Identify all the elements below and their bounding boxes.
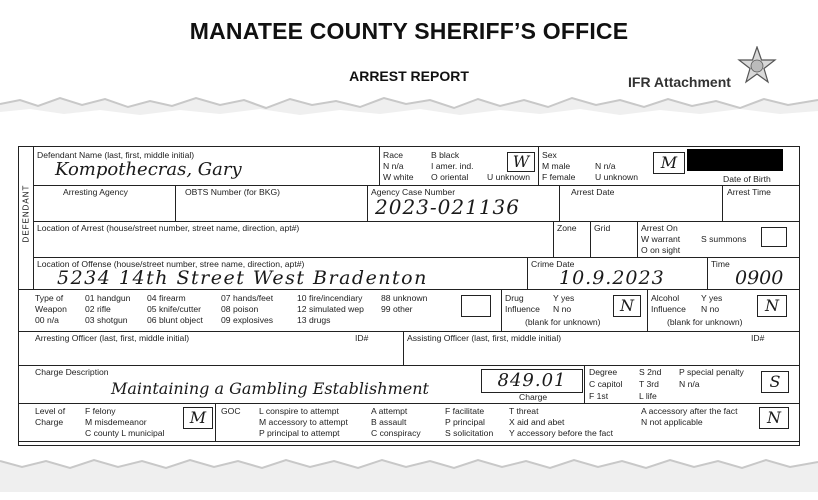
arrest-report-form: DEFENDANT Defendant Name (last, first, middle initial) Kompothecras, Gary Race N n/a W white B black I amer. ind. O oriental U unknown W Sex M male F female N n/a U unknown M Date of Birth Arresting Agency OBTS Number (for BKG) Agency Case Number 2023-021136 Arrest Date Arrest Time Location of Arrest (house/street number, street name, direction, apt#) Zone Grid Arrest On W warrant O on sight S summons Location of Offense (house/street number, stree name, direction, apt#) 5234 14th Street West Bradenton Crime Date 10.9.2023 Time 0900 Type of Weapon 00 n/a 01 handgun 02 rifle 03 shotgun 04 firearm 05 knife/cutter 06 blunt object 07 hands/feet 08 poison 09 explosives 10 fire/incendiary 12 simulated wep 13 drugs 88 unknown 99 other Drug Influence Y yes N no (blank for unknown) N Alcohol Influence Y yes N no (blank for unknown) N Arresting Officer (last, first, middle initial) ID# Assisting Officer (last, first, middle initial) ID# Charge Description Maintaining a Gambling Establishment 849.01 Charge Degree C capitol F 1st S 2nd T 3rd L life P special penalty N n/a S Level of Charge F felony M misdemeanor C county L municipal M GOC L conspire to attempt M accessory to attempt P principal to attempt A attempt B assault C conspiracy F facilitate P principal S solicitation T threat X aid and abet Y accessory before the fact A accessory after the fact N not applicable N	[18, 146, 800, 446]
time-label: Time	[711, 259, 730, 269]
sheriff-star-icon	[737, 46, 777, 86]
report-agency-title: MANATEE COUNTY SHERIFF’S OFFICE	[189, 18, 629, 44]
location-of-offense-label: Location of Offense (house/street number, stree name, direction, apt#)	[37, 259, 305, 269]
level-of-charge-value-box: M	[183, 407, 213, 429]
alcohol-label: Alcohol	[651, 293, 680, 303]
drug-influence-value-box: N	[613, 295, 641, 317]
report-subtitle: ARREST REPORT	[349, 68, 469, 84]
level-of-label: Level of	[35, 406, 66, 416]
goc-value-box: N	[759, 407, 789, 429]
crime-date-value: 10.9.2023	[559, 267, 665, 289]
charge-label: Charge	[519, 392, 548, 402]
defendant-side-label: DEFENDANT	[19, 147, 34, 289]
agency-case-number-label: Agency Case Number	[371, 187, 456, 197]
charge-number-box: 849.01	[481, 369, 583, 393]
sex-label: Sex	[542, 150, 557, 160]
weapon-label: Weapon	[35, 304, 67, 314]
degree-value-box: S	[761, 371, 789, 393]
crime-date-label: Crime Date	[531, 259, 575, 269]
location-of-offense-value: 5234 14th Street West Bradenton	[57, 267, 428, 289]
arresting-officer-label: Arresting Officer (last, first, middle initial)	[35, 333, 190, 343]
arrest-date-label: Arrest Date	[571, 187, 615, 197]
goc-label: GOC	[221, 406, 241, 416]
arrest-on-label: Arrest On	[641, 223, 678, 233]
arresting-agency-label: Arresting Agency	[63, 187, 128, 197]
defendant-name-value: Kompothecras, Gary	[55, 159, 242, 180]
assisting-officer-label: Assisting Officer (last, first, middle initial)	[407, 333, 562, 343]
race-label: Race	[383, 150, 404, 160]
charge-description-label: Charge Description	[35, 367, 109, 377]
degree-label: Degree	[589, 367, 618, 377]
arrest-time-label: Arrest Time	[727, 187, 771, 197]
agency-case-number-value: 2023-021136	[375, 195, 521, 219]
torn-edge-top	[0, 86, 818, 126]
charge-description-value: Maintaining a Gambling Establishment	[111, 379, 429, 398]
obts-number-label: OBTS Number (for BKG)	[185, 187, 281, 197]
race-value-box: W	[507, 152, 535, 172]
time-value: 0900	[735, 267, 784, 289]
weapon-value-box	[461, 295, 491, 317]
type-of-label: Type of	[35, 293, 64, 303]
redacted-dob	[687, 149, 783, 171]
grid-label: Grid	[594, 223, 611, 233]
zone-label: Zone	[557, 223, 577, 233]
arresting-officer-id-label: ID#	[355, 333, 369, 343]
level-charge-label: Charge	[35, 417, 64, 427]
drug-label: Drug	[505, 293, 524, 303]
alcohol-influence-value-box: N	[757, 295, 787, 317]
ifr-attachment-label: IFR Attachment	[628, 74, 731, 90]
assisting-officer-id-label: ID#	[751, 333, 765, 343]
location-of-arrest-label: Location of Arrest (house/street number, street name, direction, apt#)	[37, 223, 300, 233]
sex-value-box: M	[653, 152, 685, 174]
torn-edge-bottom	[0, 452, 818, 492]
defendant-name-label: Defendant Name (last, first, middle initial)	[37, 150, 195, 160]
arrest-on-value-box	[761, 227, 787, 247]
dob-label: Date of Birth	[723, 174, 771, 184]
